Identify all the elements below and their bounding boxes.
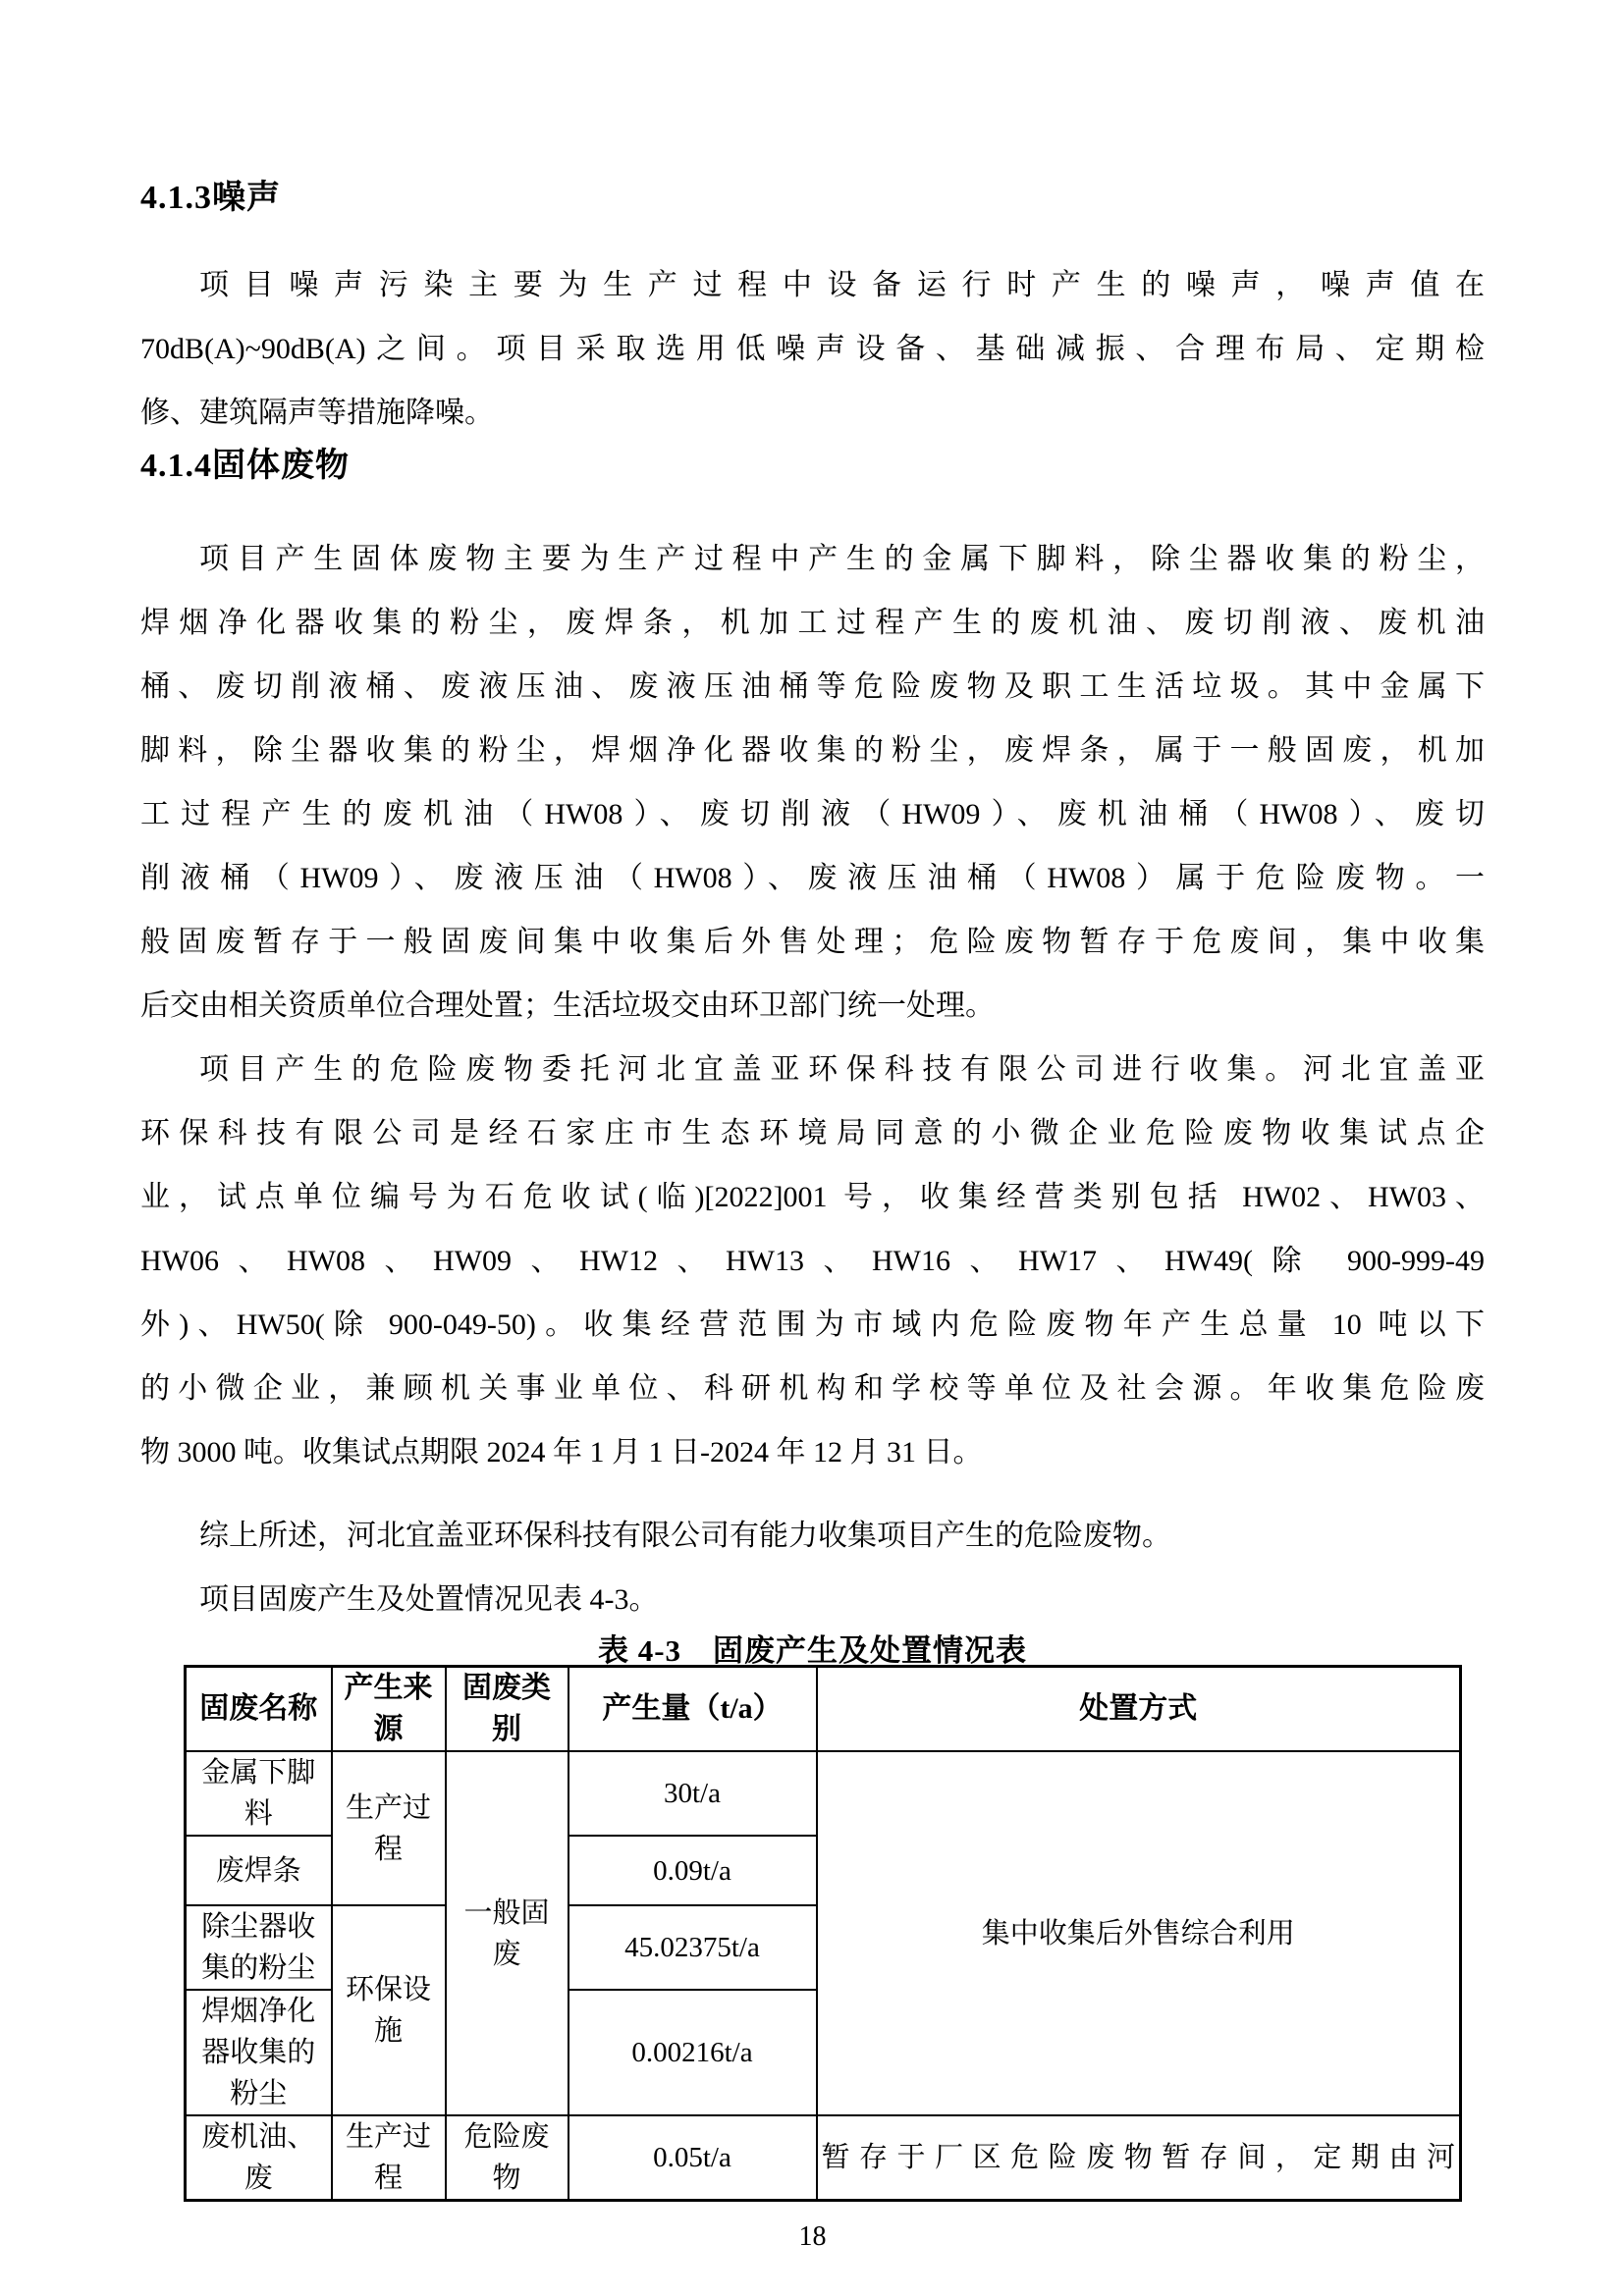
- text-line: 项目产生的危险废物委托河北宜盖亚环保科技有限公司进行收集。河北宜盖亚: [199, 1053, 1485, 1086]
- cell-source-environmental: 环保设施: [332, 1905, 446, 2115]
- text-line: 物 3000 吨。收集试点期限 2024 年 1 月 1 日-2024 年 12 月 31 日。: [140, 1436, 983, 1468]
- section-heading-noise: 4.1.3噪声: [140, 180, 281, 216]
- cell-disposal-hazardous: 暂存于厂区危险废物暂存间，定期由河: [817, 2115, 1461, 2201]
- cell-amount: 0.05t/a: [568, 2115, 817, 2201]
- cell-waste-name: 废焊条: [186, 1836, 332, 1905]
- text-line: 焊烟净化器收集的粉尘，废焊条，机加工过程产生的废机油、废切削液、废机油: [140, 607, 1485, 639]
- text-line: 业，试点单位编号为石危收试(临)[2022]001 号，收集经营类别包括 HW02、HW03、: [140, 1181, 1485, 1213]
- text-line: 桶、废切削液桶、废液压油、废液压油桶等危险废物及职工生活垃圾。其中金属下: [140, 670, 1485, 703]
- table-row: [186, 1751, 1461, 1836]
- text-line: 脚料，除尘器收集的粉尘，焊烟净化器收集的粉尘，废焊条，属于一般固废，机加: [140, 734, 1485, 767]
- text-line: 修、建筑隔声等措施降噪。: [140, 397, 494, 429]
- text-line: 的小微企业，兼顾机关事业单位、科研机构和学校等单位及社会源。年收集危险废: [140, 1372, 1485, 1405]
- cell-waste-name: 焊烟净化器收集的粉尘: [186, 1990, 332, 2115]
- header-amount: 产生量（t/a）: [568, 1667, 817, 1752]
- cell-category-hazardous: 危险废物: [446, 2115, 568, 2201]
- cell-amount: 0.09t/a: [568, 1836, 817, 1905]
- cell-disposal-general: 集中收集后外售综合利用: [817, 1751, 1461, 2115]
- text-line: 项目噪声污染主要为生产过程中设备运行时产生的噪声，噪声值在: [199, 269, 1485, 301]
- text-line: 项目产生固体废物主要为生产过程中产生的金属下脚料，除尘器收集的粉尘，: [199, 543, 1485, 575]
- text-line: 项目固废产生及处置情况见表 4-3。: [199, 1583, 659, 1616]
- text-line: 环保科技有限公司是经石家庄市生态环境局同意的小微企业危险废物收集试点企: [140, 1117, 1485, 1149]
- text-line: 后交由相关资质单位合理处置；生活垃圾交由环卫部门统一处理。: [140, 989, 995, 1022]
- paragraph-noise: [140, 253, 1485, 445]
- text-line: 工过程产生的废机油（HW08）、废切削液（HW09）、废机油桶（HW08）、废切: [140, 798, 1485, 830]
- cell-amount: 30t/a: [568, 1751, 817, 1836]
- text-line: 般固废暂存于一般固废间集中收集后外售处理；危险废物暂存于危废间，集中收集: [140, 926, 1485, 958]
- cell-amount: 0.00216t/a: [568, 1990, 817, 2115]
- section-heading-solid-waste: 4.1.4固体废物: [140, 448, 350, 484]
- cell-category-general: 一般固废: [446, 1751, 568, 2115]
- paragraph-table-reference: [140, 1568, 1485, 1631]
- header-category: 固废类别: [446, 1667, 568, 1752]
- text-line: HW06、HW08、HW09、HW12、HW13、HW16、HW17、HW49(除 900-999-49: [140, 1245, 1485, 1277]
- paragraph-solid-waste-overview: [140, 527, 1485, 1038]
- text-line: 削液桶（HW09）、废液压油（HW08）、废液压油桶（HW08）属于危险废物。一: [140, 862, 1485, 894]
- text-line: 外)、HW50(除 900-049-50)。收集经营范围为市域内危险废物年产生总量 10 吨以下: [140, 1308, 1485, 1341]
- cell-waste-name: 除尘器收集的粉尘: [186, 1905, 332, 1990]
- table-row: [186, 2115, 1461, 2201]
- cell-waste-name: 废机油、废: [186, 2115, 332, 2201]
- solid-waste-table: [184, 1665, 1462, 2202]
- document-page: [140, 0, 1485, 2255]
- paragraph-hazardous-waste-collector: [140, 1038, 1485, 1484]
- table-header-row: [186, 1667, 1461, 1752]
- cell-waste-name: 金属下脚料: [186, 1751, 332, 1836]
- text-line: 70dB(A)~90dB(A)之间。项目采取选用低噪声设备、基础减振、合理布局、定期检: [140, 333, 1485, 365]
- header-disposal: 处置方式: [817, 1667, 1461, 1752]
- text-line: 综上所述，河北宜盖亚环保科技有限公司有能力收集项目产生的危险废物。: [199, 1520, 1171, 1552]
- cell-source-production: 生产过程: [332, 1751, 446, 1905]
- cell-amount: 45.02375t/a: [568, 1905, 817, 1990]
- cell-source-production: 生产过程: [332, 2115, 446, 2201]
- header-waste-name: 固废名称: [186, 1667, 332, 1752]
- page-number: 18: [798, 2221, 827, 2252]
- paragraph-conclusion: [140, 1504, 1485, 1568]
- table-caption: 表 4-3 固废产生及处置情况表: [597, 1633, 1028, 1668]
- header-source: 产生来源: [332, 1667, 446, 1752]
